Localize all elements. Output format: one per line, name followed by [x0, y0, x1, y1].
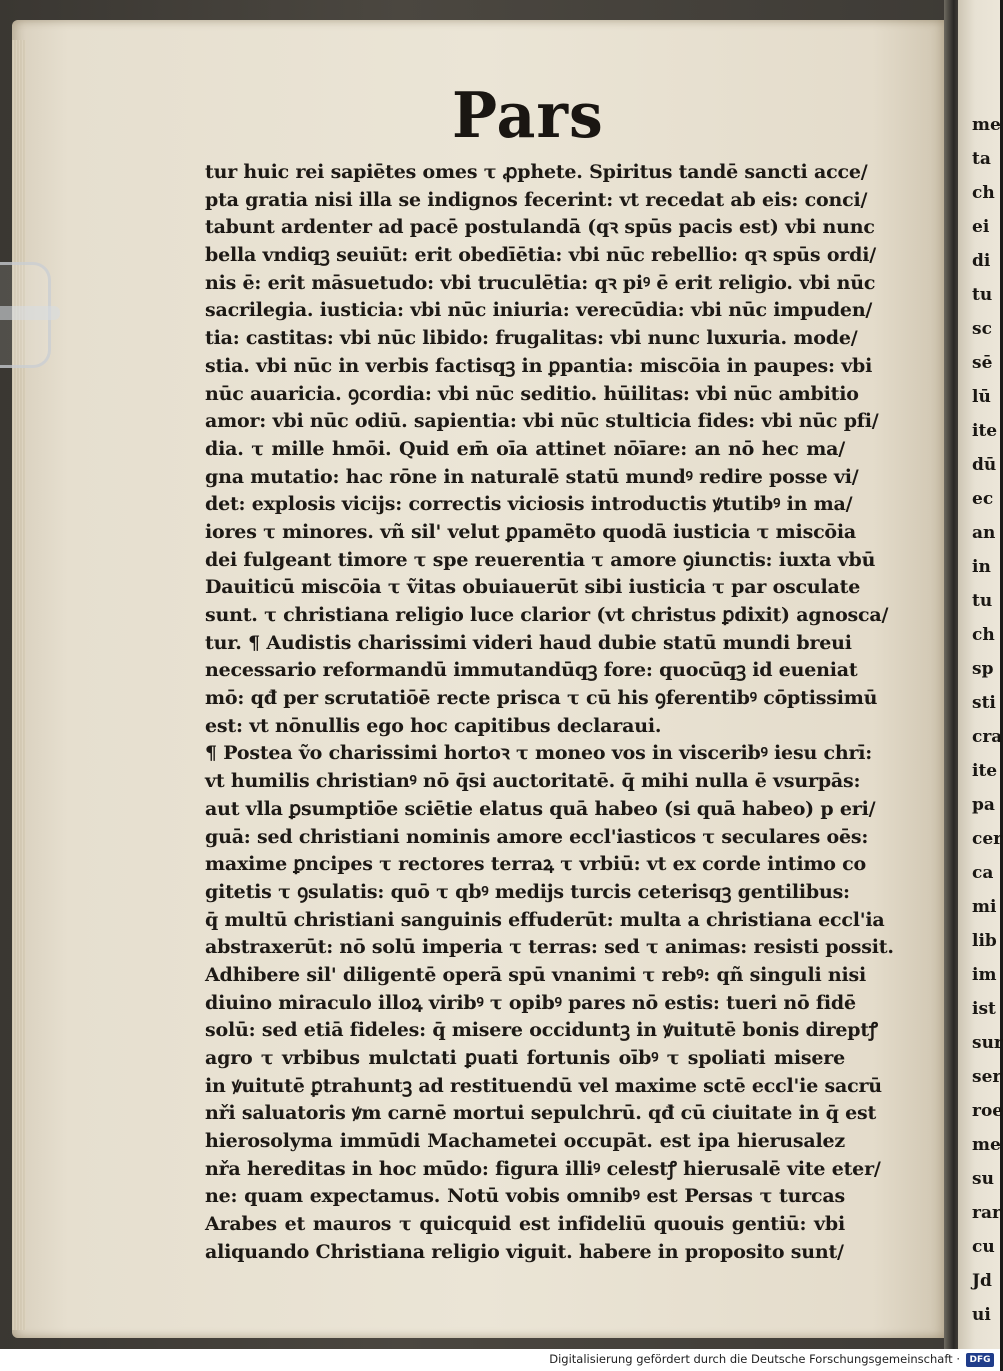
- facing-page-fragment: rar: [972, 1203, 1001, 1223]
- facing-page-fragment: ser: [972, 1067, 1002, 1087]
- digitization-footer: [0, 1349, 1000, 1371]
- facing-page-fragment: ite: [972, 761, 998, 781]
- facing-page-fragment: ei: [972, 217, 990, 237]
- text-line: tabunt ardenter ad pacē postulandā (qꝛ spūs pacis est) vbi nunc: [205, 216, 875, 239]
- text-line: diuino miraculo illoꝝ viribꝰ τ opibꝰ pares nō estis: tueri nō fidē: [205, 991, 856, 1014]
- text-line: amor: vbi nūc odiū. sapientia: vbi nūc stulticia fides: vbi nūc pfi/: [205, 410, 879, 433]
- facing-page-fragment: ui: [972, 1305, 991, 1325]
- dfg-logo: DFG: [966, 1353, 994, 1367]
- facing-page-fragment: im: [972, 965, 997, 985]
- facing-page-fragment: lib: [972, 931, 997, 951]
- text-line: ne: quam expectamus. Notū vobis omnibꝰ est Persas τ turcas: [205, 1185, 845, 1208]
- facing-page-fragment: ist: [972, 999, 996, 1019]
- facing-page-fragment: Jd: [972, 1271, 992, 1291]
- text-line: necessario reformandū immutandūqꝫ fore: quocūqꝫ id eueniat: [205, 659, 858, 682]
- facing-page-fragment: an: [972, 523, 996, 543]
- facing-page-fragment: cer: [972, 829, 1003, 849]
- text-line: dia. τ mille hmōi. Quid em̄ oīa attinet nōīare: an nō hec ma/: [205, 437, 845, 460]
- text-line: aut vlla ꝑsumptiōe sciētie elatus quā habeo (si quā habeo) p eri/: [205, 797, 876, 820]
- show-through-mark: [760, 70, 850, 106]
- text-line: solū: sed etiā fideles: q̄ misere occiduntꝫ in ꝟuitutē bonis direptꝭ: [205, 1019, 878, 1042]
- text-line: in ꝟuitutē ꝑtrahuntꝫ ad restituendū vel maxime sctē eccl'ie sacrū: [205, 1074, 882, 1097]
- text-line: abstraxerūt: nō solū imperia τ terras: sed τ animas: resisti possit.: [205, 936, 894, 959]
- facing-page-fragment: tu: [972, 285, 993, 305]
- text-line: stia. vbi nūc in verbis factisqꝫ in ꝑpantia: miscōia in paupes: vbi: [205, 354, 873, 377]
- text-line: Dauiticū miscōia τ ṽitas obuiauerūt sibi iusticia τ par osculate: [205, 576, 861, 599]
- facing-page-fragment: lū: [972, 387, 991, 407]
- text-line: nři saluatoris ꝟm carnē mortui sepulchrū. qđ cū ciuitate in q̄ est: [205, 1102, 877, 1125]
- text-line: tur. ¶ Audistis charissimi videri haud dubie statū mundi breui: [205, 631, 852, 654]
- text-line: Arabes et mauros τ quicquid est infideliū quouis gentiū: vbi: [205, 1213, 845, 1236]
- text-line: pta gratia nisi illa se indignos fecerint: vt recedat ab eis: conci/: [205, 188, 868, 211]
- text-line: maxime ꝑncipes τ rectores terraꝝ τ vrbiū: vt ex corde intimo co: [205, 853, 866, 876]
- text-line: iores τ minores. vñ sil' velut ꝑpamēto quodā iusticia τ miscōia: [205, 520, 857, 543]
- page-stack-edge: [12, 40, 26, 1330]
- text-line: dei fulgeant timore τ spe reuerentia τ amore ꝯiunctis: iuxta vbū: [205, 548, 876, 571]
- text-line: vt humilis christianꝰ nō q̄si auctoritatē. q̄ mihi nulla ē vsurpās:: [205, 770, 861, 793]
- text-line: tur huic rei sapiētes omes τ ꝓphete. Spiritus tandē sancti acce/: [205, 161, 868, 183]
- text-line: q̄ multū christiani sanguinis effuderūt: multa a christiana eccl'ia: [205, 908, 885, 931]
- text-line: aliquando Christiana religio viguit. habere in proposito sunt/: [205, 1240, 844, 1263]
- page-text: [205, 159, 894, 1267]
- text-line: nūc auaricia. ꝯcordia: vbi nūc seditio. hūilitas: vbi nūc ambitio: [205, 382, 859, 405]
- facing-page-fragment: ite: [972, 421, 998, 441]
- text-line: nis ē: erit māsuetudo: vbi truculētia: qꝛ piꝰ ē erit religio. vbi nūc: [205, 271, 876, 294]
- facing-page-fragment: sp: [972, 659, 994, 679]
- facing-page-fragment: sur: [972, 1033, 1003, 1053]
- text-line: agro τ vrbibus mulctati ꝑuati fortunis oībꝰ τ spoliati misere: [205, 1047, 845, 1069]
- facing-page-fragment: ta: [972, 149, 991, 169]
- funding-credit: Digitalisierung gefördert durch die Deutsche Forschungsgemeinschaft ·: [549, 1352, 960, 1366]
- text-line: est: vt nōnullis ego hoc capitibus declaraui.: [205, 714, 662, 737]
- text-line: mō: qđ per scrutatiōē recte prisca τ cū his ꝯferentibꝰ cōptissimū: [205, 687, 878, 710]
- text-line: det: explosis vicijs: correctis viciosis introductis ꝟtutibꝰ in ma/: [205, 493, 853, 516]
- facing-page-fragment: in: [972, 557, 991, 577]
- text-line: bella vndiqꝫ seuiūt: erit obedīētia: vbi nūc rebellio: qꝛ spūs ordi/: [205, 244, 876, 267]
- text-line: ¶ Postea ṽo charissimi hortoꝛ τ moneo vos in visceribꝰ iesu chrī:: [205, 742, 873, 765]
- text-line: guā: sed christiani nominis amore eccl'iasticos τ seculares oēs:: [205, 825, 869, 848]
- facing-page-fragment: ch: [972, 625, 995, 645]
- text-line: hierosolyma immūdi Machametei occupāt. est ipa hierusalez: [205, 1130, 845, 1153]
- facing-page-fragment: dū: [972, 455, 997, 475]
- facing-page-fragment: pa: [972, 795, 995, 815]
- facing-page-fragment: di: [972, 251, 991, 271]
- facing-page-fragment: me: [972, 1135, 1001, 1155]
- running-header: Pars: [452, 79, 604, 153]
- facing-page-fragment: sti: [972, 693, 996, 713]
- facing-page-fragment: tu: [972, 591, 993, 611]
- facing-page-fragment: mi: [972, 897, 997, 917]
- facing-page-fragment: roe: [972, 1101, 1003, 1121]
- facing-page-fragment: su: [972, 1169, 994, 1189]
- facing-page-fragment: cu: [972, 1237, 995, 1257]
- text-line: gitetis τ ꝯsulatis: quō τ qbꝰ medijs turcis ceterisqꝫ gentilibus:: [205, 880, 850, 903]
- facing-page-fragment: cra: [972, 727, 1003, 747]
- facing-page: [958, 0, 1003, 1371]
- text-line: gna mutatio: hac rōne in naturalē statū mundꝰ redire posse vi/: [205, 465, 859, 488]
- text-line: nřa hereditas in hoc mūdo: figura illiꝰ celestꝭ hierusalē vite eter/: [205, 1157, 881, 1180]
- text-line: sunt. τ christiana religio luce clarior (vt christus ꝑdixit) agnosca/: [205, 604, 889, 626]
- facing-page-fragment: me: [972, 115, 1001, 135]
- text-line: Adhibere sil' diligentē operā spū vnanimi τ rebꝰ: qñ singuli nisi: [205, 963, 867, 986]
- facing-page-fragment: ca: [972, 863, 994, 883]
- book-clip-bar: [0, 306, 60, 320]
- text-line: tia: castitas: vbi nūc libido: frugalitas: vbi nunc luxuria. mode/: [205, 327, 858, 350]
- facing-page-fragment: sē: [972, 353, 993, 373]
- facing-page-fragment: sc: [972, 319, 992, 339]
- facing-page-fragment: ec: [972, 489, 994, 509]
- facing-page-fragment: ch: [972, 183, 995, 203]
- text-line: sacrilegia. iusticia: vbi nūc iniuria: verecūdia: vbi nūc impuden/: [205, 299, 873, 322]
